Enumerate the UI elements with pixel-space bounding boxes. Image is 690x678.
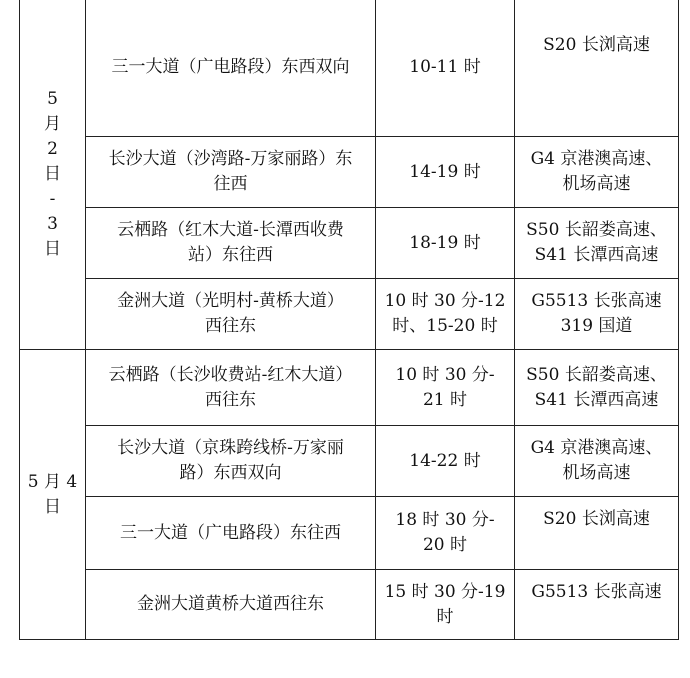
road-text: 往西 — [213, 174, 248, 194]
alternate-route-text: G4 京港澳高速、 — [530, 438, 663, 458]
date-char: 月 — [44, 113, 61, 134]
table-row — [20, 208, 679, 279]
alternate-route-text: G5513 长张高速 — [531, 582, 662, 602]
alternate-route-text: S50 长韶娄高速、 — [526, 364, 667, 385]
table-row — [20, 497, 679, 570]
alternate-route-cell — [515, 208, 679, 279]
road-text: 站）东往西 — [188, 245, 273, 265]
road-text: 云栖路（红木大道-长潭西收费 — [117, 220, 344, 240]
time-text: 10 时 30 分- — [395, 364, 495, 385]
traffic-control-table — [19, 0, 679, 640]
time-text: 18 时 30 分- — [395, 510, 495, 530]
table-row — [20, 137, 679, 208]
road-cell — [86, 279, 376, 350]
date-char: 3 — [47, 213, 58, 234]
date-cell — [20, 0, 86, 350]
time-cell — [376, 137, 515, 208]
road-text: 金洲大道（光明村-黄桥大道） — [117, 291, 344, 311]
table-row — [20, 426, 679, 497]
date-cell — [20, 350, 86, 640]
time-text: 21 时 — [422, 389, 468, 410]
alternate-route-text: S50 长韶娄高速、 — [526, 220, 667, 240]
alternate-route-text: G5513 长张高速 — [531, 291, 662, 311]
time-cell — [376, 426, 515, 497]
road-cell — [86, 0, 376, 137]
date-char: 5 — [47, 88, 58, 109]
date-char: - — [49, 188, 56, 209]
road-text: 西往东 — [205, 316, 256, 336]
time-cell — [376, 208, 515, 279]
road-text: 云栖路（长沙收费站-红木大道） — [108, 364, 353, 385]
time-text: 14-19 时 — [409, 161, 481, 182]
table-row — [20, 350, 679, 426]
alternate-route-text: 机场高速 — [562, 463, 631, 483]
alternate-route-text: G4 京港澳高速、 — [530, 149, 663, 169]
table-row — [20, 0, 679, 137]
table-row — [20, 570, 679, 640]
alternate-route-text: S20 长浏高速 — [543, 509, 650, 529]
road-text: 三一大道（广电路段）东西双向 — [111, 57, 350, 77]
road-text: 长沙大道（沙湾路-万家丽路）东 — [108, 149, 353, 169]
alternate-route-text: S20 长浏高速 — [543, 35, 650, 55]
time-cell — [376, 570, 515, 640]
time-cell — [376, 0, 515, 137]
alternate-route-text: 机场高速 — [562, 174, 631, 194]
alternate-route-cell — [515, 350, 679, 426]
time-text: 20 时 — [422, 535, 468, 555]
time-text: 时 — [436, 606, 454, 627]
road-cell — [86, 426, 376, 497]
time-cell — [376, 497, 515, 570]
date-text: 5 月 4 — [27, 471, 78, 492]
date-char: 2 — [47, 138, 58, 159]
alternate-route-cell — [515, 570, 679, 640]
time-cell — [376, 279, 515, 350]
alternate-route-cell — [515, 0, 679, 137]
alternate-route-text: S41 长潭西高速 — [534, 389, 659, 410]
date-text: 日 — [44, 496, 61, 517]
road-cell — [86, 137, 376, 208]
road-cell — [86, 208, 376, 279]
road-text: 西往东 — [205, 389, 256, 410]
road-text: 金洲大道黄桥大道西往东 — [137, 594, 324, 614]
alternate-route-text: 319 国道 — [560, 316, 633, 336]
table-row — [20, 279, 679, 350]
date-vertical-text — [24, 87, 81, 262]
road-cell — [86, 350, 376, 426]
time-text: 18-19 时 — [409, 232, 481, 253]
road-text: 三一大道（广电路段）东往西 — [120, 522, 341, 543]
road-text: 长沙大道（京珠跨线桥-万家丽 — [117, 438, 344, 458]
alternate-route-text: S41 长潭西高速 — [534, 245, 659, 265]
alternate-route-cell — [515, 497, 679, 570]
date-char: 日 — [44, 163, 61, 184]
time-text: 10-11 时 — [409, 57, 481, 77]
road-cell — [86, 497, 376, 570]
alternate-route-cell — [515, 137, 679, 208]
time-text: 时、15-20 时 — [392, 316, 498, 336]
alternate-route-cell — [515, 426, 679, 497]
road-text: 路）东西双向 — [179, 463, 282, 483]
road-cell — [86, 570, 376, 640]
time-text: 10 时 30 分-12 — [384, 291, 506, 311]
date-char: 日 — [44, 238, 61, 259]
time-text: 15 时 30 分-19 — [384, 581, 506, 602]
time-cell — [376, 350, 515, 426]
time-text: 14-22 时 — [409, 450, 481, 471]
alternate-route-cell — [515, 279, 679, 350]
